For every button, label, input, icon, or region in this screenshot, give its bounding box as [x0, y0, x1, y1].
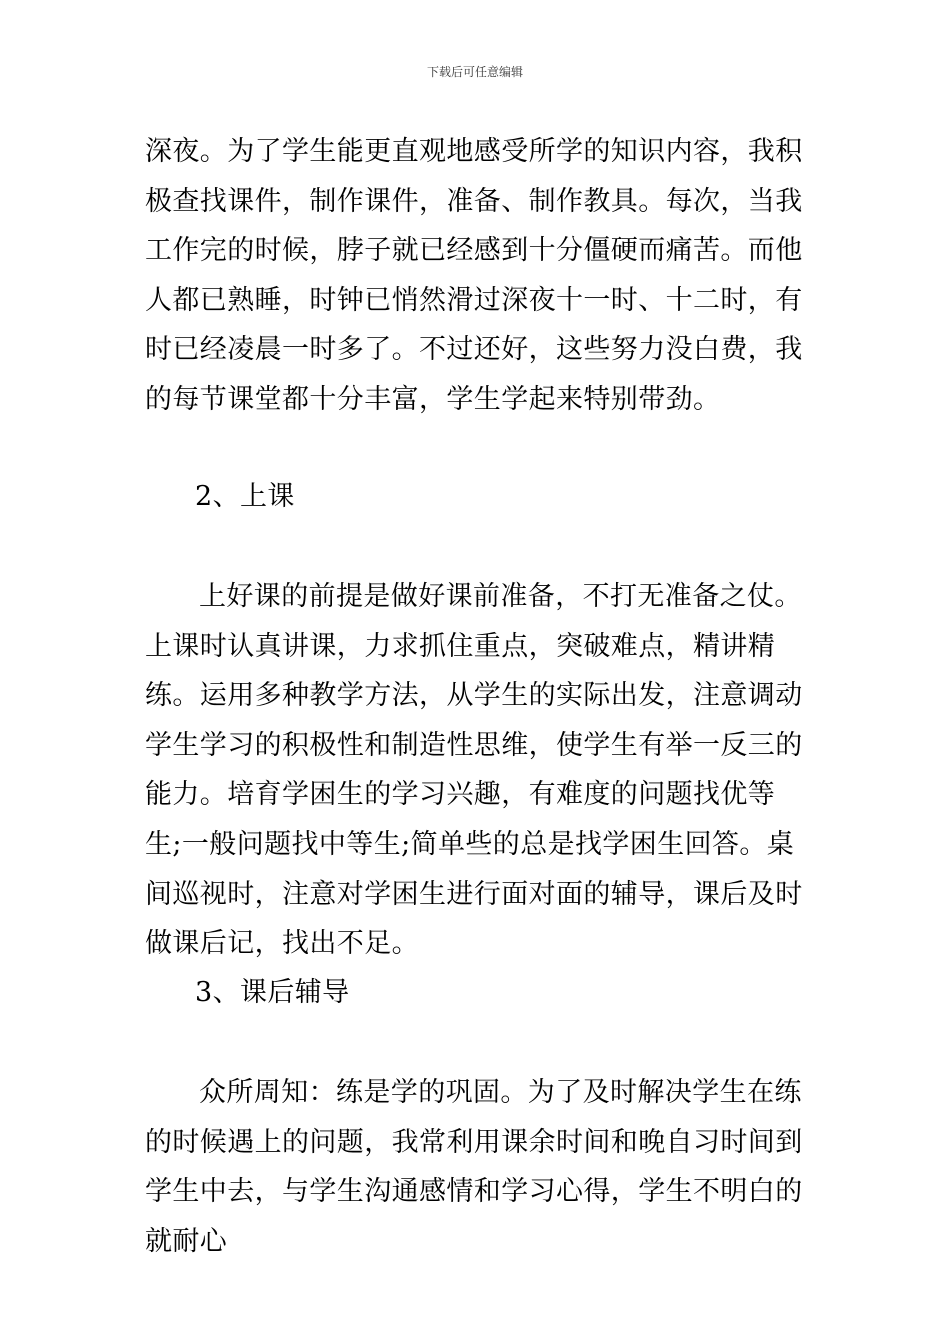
section-heading-tutoring: 3、课后辅导 — [195, 977, 350, 1008]
paragraph-tutoring: 众所周知：练是学的巩固。为了及时解决学生在练的时候遇上的问题，我常利用课余时间和晚自习时间到学生中去，与学生沟通感情和学习心得，学生不明白的就耐心 — [145, 1077, 803, 1257]
paragraph-preparation-continued: 深夜。为了学生能更直观地感受所学的知识内容，我积极查找课件，制作课件，准备、制作教具。每次，当我工作完的时候，脖子就已经感到十分僵硬而痛苦。而他人都已熟睡，时钟已悄然滑过深夜十一时、十二时，有时已经凌晨一时多了。不过还好，这些努力没白费，我的每节课堂都十分丰富，学生学起来特别带劲。 — [145, 136, 803, 415]
paragraph-class: 上好课的前提是做好课前准备，不打无准备之仗。上课时认真讲课，力求抓住重点，突破难点，精讲精练。运用多种教学方法，从学生的实际出发，注意调动学生学习的积极性和制造性思维，使学生有举一反三的能力。培育学困生的学习兴趣，有难度的问题找优等生;一般问题找中等生;简单些的总是找学困生回答。桌间巡视时，注意对学困生进行面对面的辅导，课后及时做课后记，找出不足。 — [145, 581, 803, 960]
page-header: 下载后可任意编辑 — [426, 65, 523, 79]
section-heading-class: 2、上课 — [195, 481, 295, 512]
